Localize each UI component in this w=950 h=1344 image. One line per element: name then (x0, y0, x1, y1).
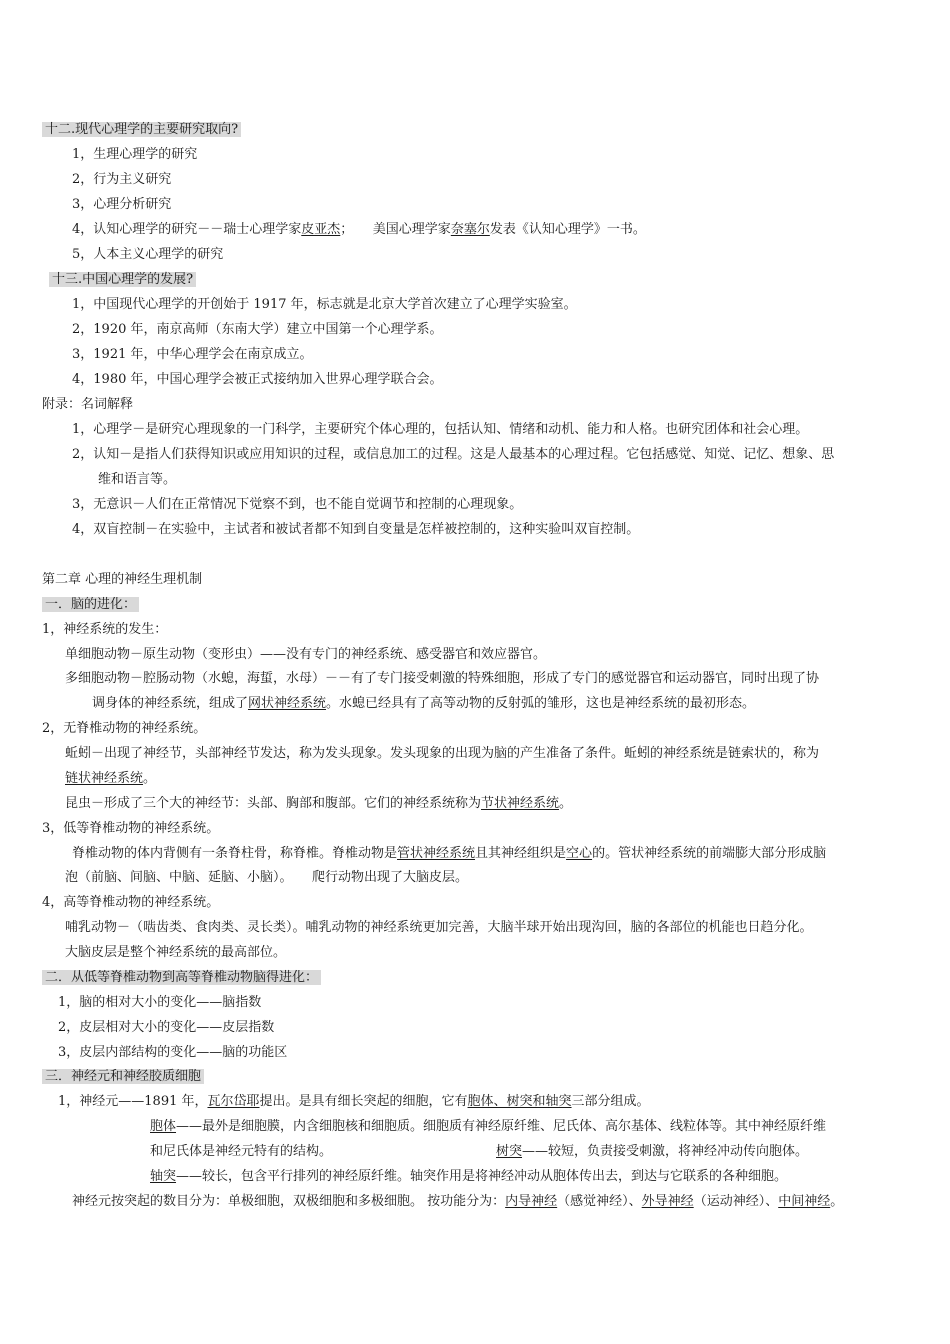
list-item: 3，1921 年，中华心理学会在南京成立。 (72, 347, 313, 362)
paragraph (150, 1118, 826, 1136)
paragraph (150, 1168, 787, 1186)
paragraph: 4，高等脊椎动物的神经系统。 (42, 895, 220, 910)
text: ； 美国心理学家 (340, 222, 451, 237)
paragraph: 大脑皮层是整个神经系统的最高部位。 (65, 945, 287, 960)
text: ——最外是细胞膜，内含细胞核和细胞质。细胞质有神经原纤维、尼氏体、高尔基体、线粒体等。其中神经原纤维 (176, 1119, 827, 1134)
section-heading-text: 一．脑的进化： (42, 597, 139, 612)
list-item: 1，中国现代心理学的开创始于 1917 年，标志就是北京大学首次建立了心理学实验室。 (72, 297, 577, 312)
paragraph (72, 1193, 843, 1211)
text: 。水螅已经具有了高等动物的反射弧的雏形，这也是神经系统的最初形态。 (326, 696, 756, 711)
list-item-continuation: 维和语言等。 (98, 472, 177, 487)
text: 的。管状神经系统的前端膨大部分形成脑 (592, 846, 827, 861)
underlined-term: 网状神经系统 (248, 696, 327, 711)
list-item: 2，皮层相对大小的变化——皮层指数 (58, 1020, 275, 1035)
paragraph: 2，无脊椎动物的神经系统。 (42, 721, 207, 736)
list-item (72, 221, 646, 239)
list-item: 3，心理分析研究 (72, 197, 172, 212)
text: 调身体的神经系统，组成了 (92, 696, 249, 711)
underlined-term: 管状神经系统 (397, 846, 476, 861)
text: 。 (143, 771, 157, 786)
text: （感觉神经）、 (557, 1194, 642, 1209)
paragraph: 泡（前脑、间脑、中脑、延脑、小脑）。 爬行动物出现了大脑皮层。 (65, 870, 469, 885)
text: ——较短，负责接受刺激，将神经冲动传向胞体。 (522, 1144, 809, 1159)
list-item: 3，无意识－人们在正常情况下觉察不到，也不能自觉调节和控制的心理现象。 (72, 497, 523, 512)
paragraph (65, 770, 156, 788)
section-13-heading (49, 271, 196, 289)
text: 。 (559, 796, 573, 811)
text: 发表《认知心理学》一书。 (489, 222, 646, 237)
text: 昆虫－形成了三个大的神经节：头部、胸部和腹部。它们的神经系统称为 (65, 796, 482, 811)
underlined-term: 树突 (496, 1144, 523, 1159)
underlined-term: 空心 (566, 846, 593, 861)
paragraph (92, 695, 755, 713)
paragraph (58, 1093, 650, 1111)
paragraph: 1，神经系统的发生： (42, 622, 168, 637)
list-item: 1，生理心理学的研究 (72, 147, 198, 162)
section-heading (42, 596, 139, 614)
paragraph (72, 845, 826, 863)
paragraph: 多细胞动物－腔肠动物（水螅，海蜇，水母）－－有了专门接受刺激的特殊细胞，形成了专门的感觉器官和运动器官，同时出现了协 (65, 671, 820, 686)
text: （运动神经）、 (693, 1194, 779, 1209)
list-item: 4，双盲控制－在实验中，主试者和被试者都不知到自变量是怎样被控制的，这种实验叫双盲控制。 (72, 522, 640, 537)
text: ——较长，包含平行排列的神经原纤维。轴突作用是将神经冲动从胞体传出去，到达与它联系的各种细胞。 (176, 1169, 788, 1184)
appendix-heading: 附录：名词解释 (42, 397, 134, 412)
text: 1，神经元——1891 年， (58, 1094, 208, 1109)
paragraph: 单细胞动物－原生动物（变形虫）——没有专门的神经系统、感受器官和效应器官。 (65, 647, 547, 662)
section-12-heading (42, 121, 241, 139)
text: 且其神经组织是 (475, 846, 567, 861)
list-item: 4，1980 年，中国心理学会被正式接纳加入世界心理学联合会。 (72, 372, 443, 387)
list-item: 5，人本主义心理学的研究 (72, 247, 224, 262)
list-item: 2，行为主义研究 (72, 172, 172, 187)
underlined-term: 中间神经 (778, 1194, 831, 1209)
underlined-term: 外导神经 (641, 1194, 694, 1209)
underlined-term: 节状神经系统 (481, 796, 560, 811)
underlined-term: 内导神经 (505, 1194, 558, 1209)
text: 脊椎动物的体内背侧有一条脊柱骨，称脊椎。脊椎动物是 (72, 846, 398, 861)
paragraph: 哺乳动物－（啮齿类、食肉类、灵长类）。哺乳动物的神经系统更加完善，大脑半球开始出现沟回，脑的各部位的机能也日趋分化。 (65, 920, 813, 935)
section-heading-text: 二．从低等脊椎动物到高等脊椎动物脑得进化： (42, 970, 321, 985)
section-heading-text: 三．神经元和神经胶质细胞 (42, 1069, 204, 1084)
list-item: 3，皮层内部结构的变化——脑的功能区 (58, 1045, 288, 1060)
list-item: 2，认知－是指人们获得知识或应用知识的过程，或信息加工的过程。这是人最基本的心理过程。它包括感觉、知觉、记忆、想象、思 (72, 447, 835, 462)
text: 提出。是具有细长突起的细胞，它有 (259, 1094, 468, 1109)
paragraph: 3，低等脊椎动物的神经系统。 (42, 821, 220, 836)
section-12-heading-text: 十二.现代心理学的主要研究取向? (42, 122, 241, 137)
underlined-term: 轴突 (150, 1169, 177, 1184)
paragraph: 和尼氏体是神经元特有的结构。 (150, 1144, 333, 1159)
text: 神经元按突起的数目分为：单极细胞，双极细胞和多极细胞。 按功能分为： (72, 1194, 506, 1209)
text: 三部分组成。 (571, 1094, 650, 1109)
section-13-heading-text: 十三.中国心理学的发展? (49, 272, 196, 287)
list-item: 1，脑的相对大小的变化——脑指数 (58, 995, 262, 1010)
underlined-term: 瓦尔岱耶 (207, 1094, 260, 1109)
list-item: 2，1920 年，南京高师（东南大学）建立中国第一个心理学系。 (72, 322, 443, 337)
paragraph (65, 795, 572, 813)
underlined-term: 胞体 (150, 1119, 177, 1134)
paragraph (496, 1143, 808, 1161)
list-item: 1，心理学－是研究心理现象的一门科学，主要研究个体心理的，包括认知、情绪和动机、能力和人格。也研究团体和社会心理。 (72, 422, 809, 437)
text: 4，认知心理学的研究－－瑞士心理学家 (72, 222, 302, 237)
chapter-title: 第二章 心理的神经生理机制 (42, 572, 203, 587)
underlined-term: 奈塞尔 (450, 222, 490, 237)
section-heading (42, 969, 321, 987)
text: 。 (830, 1194, 844, 1209)
paragraph: 蚯蚓－出现了神经节，头部神经节发达，称为发头现象。发头现象的出现为脑的产生准备了条件。蚯蚓的神经系统是链索状的，称为 (65, 746, 820, 761)
underlined-term: 链状神经系统 (65, 771, 144, 786)
section-heading (42, 1068, 204, 1086)
underlined-term: 皮亚杰 (301, 222, 341, 237)
underlined-term: 胞体、树突和轴突 (467, 1094, 572, 1109)
